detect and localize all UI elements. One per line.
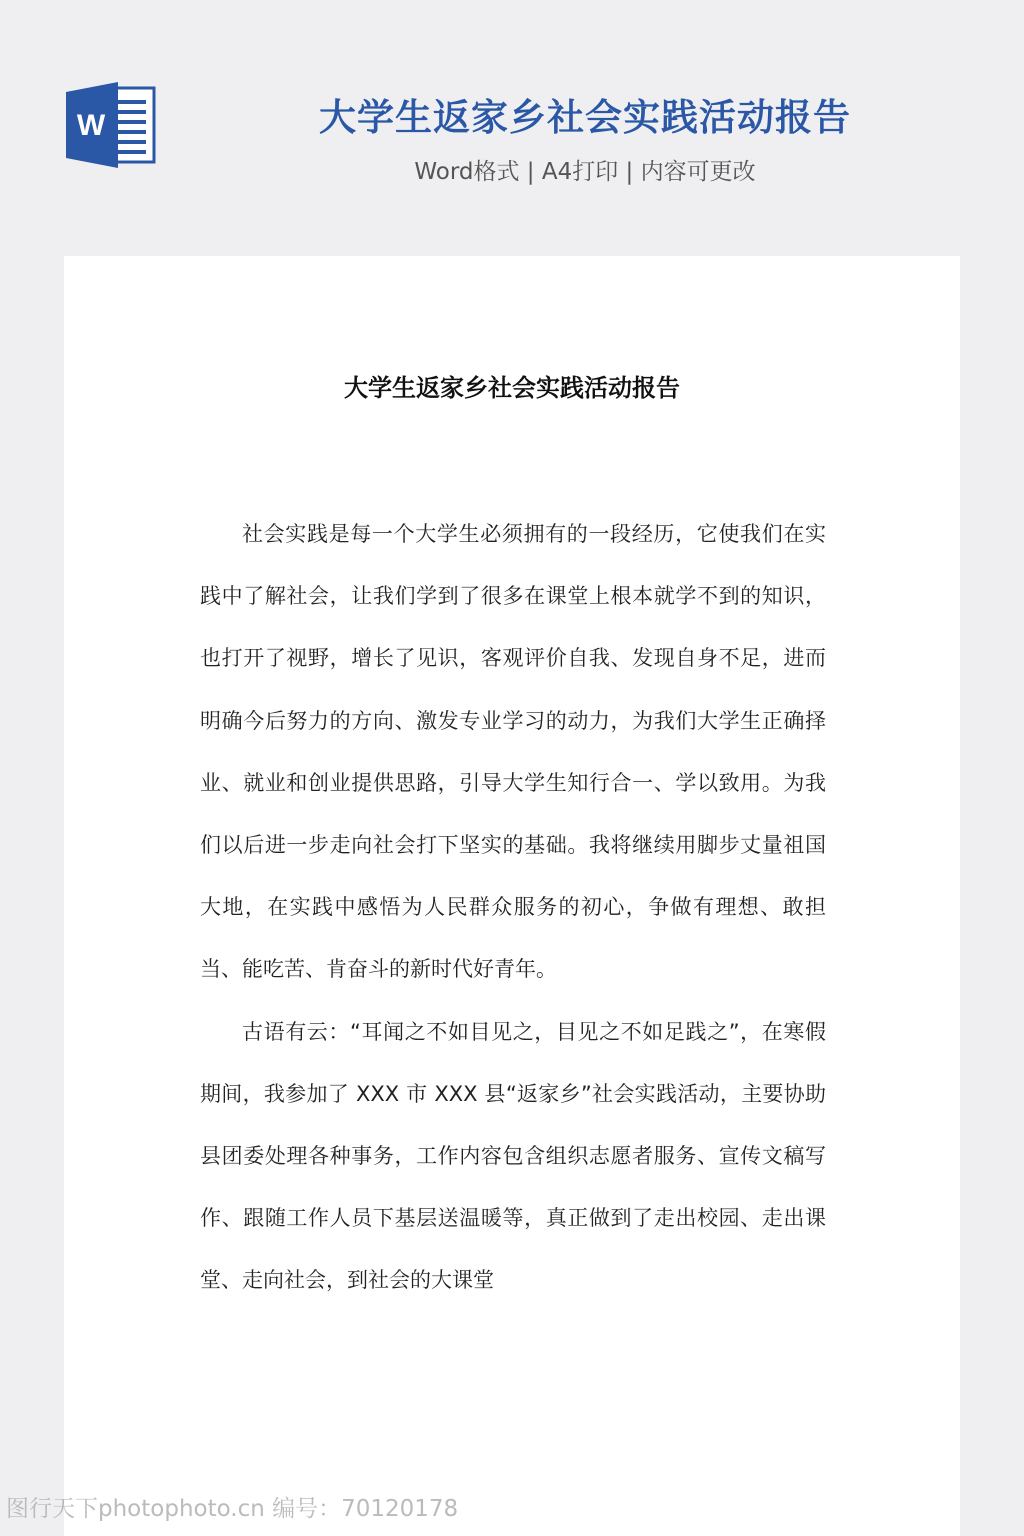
template-header — [0, 0, 1024, 250]
svg-text:W: W — [76, 109, 106, 142]
document-title: 大学生返家乡社会实践活动报告 — [344, 374, 680, 402]
document-body — [200, 503, 826, 1373]
document-page — [64, 256, 960, 1536]
watermark: 图行天下photophoto.cn 编号：70120178 — [6, 1496, 459, 1522]
word-document-icon — [64, 80, 156, 170]
template-title: 大学生返家乡社会实践活动报告 — [319, 96, 851, 139]
document-paragraph: 社会实践是每一个大学生必须拥有的一段经历，它使我们在实践中了解社会，让我们学到了很多在课堂上根本就学不到的知识，也打开了视野，增长了见识，客观评价自我、发现自身不足，进而明确今后努力的方向、激发专业学习的动力，为我们大学生正确择业、就业和创业提供思路，引导大学生知行合一、学以致用。为我们以后进一步走向社会打下坚实的基础。我将继续用脚步丈量祖国大地，在实践中感悟为人民群众服务的初心，争做有理想、敢担当、能吃苦、肯奋斗的新时代好青年。 — [200, 522, 826, 982]
template-subtitle: Word格式 | A4打印 | 内容可更改 — [414, 159, 756, 185]
document-paragraph: 古语有云：“耳闻之不如目见之，目见之不如足践之”，在寒假期间，我参加了 XXX 市 XXX 县“返家乡”社会实践活动，主要协助县团委处理各种事务，工作内容包含组织志愿者服务、宣传文稿写作、跟随工作人员下基层送温暖等，真正做到了走出校园、走出课堂、走向社会，到社会的大课堂 — [200, 1019, 826, 1293]
